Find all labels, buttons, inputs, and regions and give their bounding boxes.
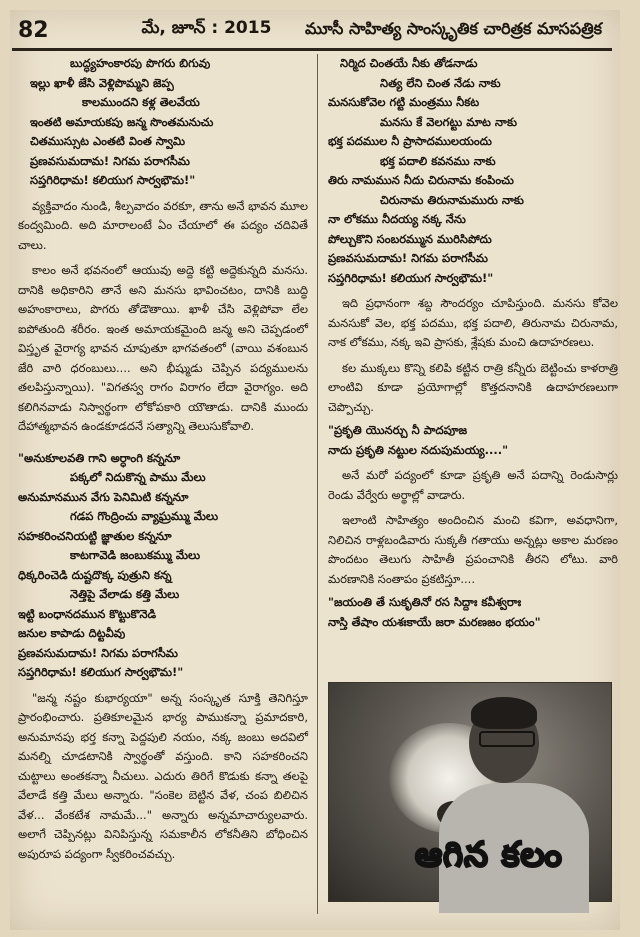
verse-line: నాదు ప్రకృతి నట్టుల నదుపుమయ్య...." bbox=[328, 442, 509, 457]
paragraph-6: అనే మరో పద్యంలో కూడా ప్రకృతి అనే పదాన్ని రెండుసార్లు రెండు వేర్వేరు అర్థాల్లో వాడారు. bbox=[328, 468, 618, 502]
verse-line: నిర్మిద చింతయే నీకు తోడనాడు bbox=[340, 56, 478, 70]
paragraph-4: ఇది ప్రధానంగా శబ్ద సౌందర్యం చూపిస్తుంది. మనసు కోవెల మనసుకో వెల, భక్త పదము, భక్త పదాలి, తిరునామ చిరునామ, నాక లోకము, నక్క ఇవి ప్రాసకు, శ్లేషకు మంచి ఉదాహరణలు. bbox=[328, 296, 618, 349]
verse-line: నాస్తి తేషాం యశఃకాయే జరా మరణజం భయం" bbox=[328, 614, 541, 629]
verse-line: కాటగావెడి జంబుకమ్ము మేలు bbox=[70, 548, 201, 562]
verse-line: సప్తగిరిధామ! కలియుగ సార్వభౌమ!" bbox=[30, 173, 196, 187]
verse-line: "అనుకూలవతి గాని అర్ధాంగి కన్ననూ bbox=[18, 450, 181, 465]
paragraph-2: కాలం అనే భవనంలో ఆయువు అద్దె కట్టి అద్దెకున్నది మనసు. దానికి అధికారిని తానే అని మనసు భావించటం, దానికి బుద్ధి అహంకారాలు, పొగరు తోడౌతాయి. ఖాళీ చేసి వెళ్లిపోవా లేల ఐపోతుంది శరీరం. ఇంత అమాయకమైంది జన్మ అని చెప్పడంలో విస్తృత వైరాగ్య భావన చూపుతూ భాగవతంలో (వాయి వశంబున జేరి వారి ధరంబులు.... అని భీష్ముడు చెప్పిన పద్యములను తలపిస్తున్నాయి). "విగతస్వ రాగం విరాగం లేదా వైరాగ్యం. అది కలిగినవాడు నిస్వార్థంగా లోకోపకారి యౌతాడు. దానికి ముందు దేహాత్మభావన ఉండకూడదనే సత్యాన్ని తెలుసుకోవాలి. bbox=[18, 263, 308, 433]
verse-line: గడప గొంద్రించు వ్యాఘ్రమ్ము మేలు bbox=[70, 509, 219, 523]
photo-caption: ఆగిన కలం bbox=[415, 835, 563, 875]
verse-line: ప్రణవసుమదామ! నిగమ పరాగసీమ bbox=[30, 153, 190, 168]
verse-line: నెత్తిపై వేలాడు కత్తి మేలు bbox=[70, 587, 180, 601]
verse-line: ప్రణవసుమదామ! నిగమ పరాగసీమ bbox=[18, 645, 178, 660]
issue-date: మే, జూన్ : 2015 bbox=[141, 18, 272, 38]
paragraph-5: కల ముక్కలు కొన్ని కలిపి కట్టిన రాత్రి కన్నీరు బెట్టించు కాళరాత్రి లాంటివి కూడా ప్రయోగాల్లో కొత్తదనానికి ఉదాహరణలుగా చెప్పొచ్చు. bbox=[328, 360, 618, 414]
verse-line: అనుమానమున వేగు పెనిమిటి కన్ననూ bbox=[18, 489, 189, 504]
poem-stanza-2 bbox=[18, 449, 308, 683]
quote-verse-1 bbox=[328, 421, 618, 460]
verse-line: పక్కలో నిదుకొన్న పాము మేలు bbox=[70, 470, 206, 484]
verse-line: "ప్రకృతి యొనర్చు నీ పాదపూజ bbox=[328, 423, 468, 437]
verse-line: ఇల్లు ఖాళీ జేసి వెళ్లిపొమ్మని జెప్ప bbox=[30, 75, 174, 90]
verse-line: మనసు కే వెలగట్టు మాట నాకు bbox=[380, 114, 517, 129]
verse-line: ధిక్కరించెడి దుష్టదొక్క పుత్రుని కన్న bbox=[18, 567, 172, 582]
person-hair bbox=[471, 697, 537, 729]
poem-stanza-1 bbox=[18, 54, 308, 191]
verse-line: ఇట్టి బంధానదమున కొట్టుకొనెడి bbox=[18, 606, 157, 621]
verse-line: పోల్చుకొని సంబరమ్మున మురిసిపోదు bbox=[328, 231, 492, 246]
verse-line: కాలముందని కళ్ల తెలవేయ bbox=[82, 95, 200, 109]
verse-line: సహకరించనియట్టి జ్ఞాతుల కన్ననూ bbox=[18, 528, 172, 543]
verse-line: నా లోకము నీదయ్య నక్క నేను bbox=[328, 212, 466, 226]
verse-line: చిరునామ తిరునామమురు నాకు bbox=[380, 192, 524, 207]
verse-line: నిత్య లేని చింత నేడు నాకు bbox=[380, 75, 501, 90]
verse-line: సప్తగిరిధామ! కలియుగ సార్వభౌమ!" bbox=[328, 270, 494, 285]
paragraph-3: "జన్మ నష్టం కుభార్యయా" అన్న సంస్కృత సూక్తి తెనిగిస్తూ ప్రారంభించారు. ప్రతికూలమైన భార్య పాముకన్నా ప్రమాదకారి, అనుమానపు భర్త కన్నా పెద్దపులి నయం, నక్క జంబు అదవిలో మనల్ని చూడటానికి స్వార్థంతో వస్తుంది. కాని సహకరించని చుట్టాలు అంతకన్నా నీచులు. ఎదురు తిరిగే కొడుకు కన్నా తలపై వేలాడే కత్తి మేలు అన్నారు. "సంకెల బెట్టిన వేళ, చంప బిలిచిన వేళ... వేంకటేశ నామమే..." అన్నారు అన్నమాచార్యులవారు. అలాగే చెప్పినట్లు వినిపిస్తున్న సమకాలీన లోకనీతిని బోధించిన అపురూప పద్యంగా స్వీకరించవచ్చు. bbox=[18, 690, 308, 861]
paragraph-1: వ్యక్తివాదం నుండి, శీల్పవాదం వరకూ, తాను అనే భావన మూల కంద్వమింది. అది మారాలంటే ఏం చేయాలో ఈ పద్యం చదివితే చాలు. bbox=[18, 198, 308, 252]
verse-line: సప్తగిరిధామ! కలియుగ సార్వభౌమ!" bbox=[18, 665, 184, 679]
verse-line: భక్త పదాలి కవనము నాకు bbox=[380, 153, 496, 168]
verse-line: "జయంతి తే సుకృతినో రస సిద్దాః కవీశ్వరాః bbox=[328, 595, 522, 609]
magazine-title: మూసీ సాహిత్య సాంస్కృతిక చారిత్రక మాసపత్రిక bbox=[305, 18, 602, 38]
verse-line: చితముస్సుట ఎంతటి వింత స్వామి bbox=[30, 134, 186, 148]
verse-line: ఇంతటి అమాయకపు జన్మ సొంతమనుచు bbox=[30, 114, 214, 129]
page-number: 82 bbox=[18, 17, 49, 43]
verse-line: భక్త పదముల నీ ప్రాసాదములయందు bbox=[328, 134, 492, 148]
poem-stanza-3 bbox=[328, 54, 618, 288]
glasses-icon bbox=[479, 731, 535, 747]
left-column bbox=[18, 54, 308, 926]
page-header bbox=[12, 12, 612, 51]
column-divider bbox=[317, 54, 318, 914]
paragraph-7: ఇలాంటి సాహిత్యం అందించిన మంచి కవిగా, అవధానిగా, నిలిచిన రాళ్లబండివారు సుక్కతీ గతాయు అన్నట్లు అకాల మరణం పొందటం తెలుగు సాహితీ ప్రపంచానికి తీరని లోటు. వారి మరణానికి సంతాపం ప్రకటిస్తూ.... bbox=[328, 513, 618, 586]
magazine-page bbox=[10, 10, 620, 930]
verse-line: ప్రణవసుమదామ! నిగమ పరాగసీమ bbox=[328, 251, 488, 265]
verse-line: మనసుకోవెల గట్టి మంత్రము నీకట bbox=[328, 95, 480, 109]
verse-line: జనుల కాపాడు దిట్టవీవు bbox=[18, 626, 126, 640]
verse-line: తిరు నామమున నీదు చిరునామ కంపించు bbox=[328, 173, 514, 187]
quote-verse-2 bbox=[328, 593, 618, 632]
verse-line: బుద్ధ్యహంకారపు పొగరు బిగువు bbox=[70, 56, 211, 70]
tribute-photo bbox=[328, 682, 612, 902]
